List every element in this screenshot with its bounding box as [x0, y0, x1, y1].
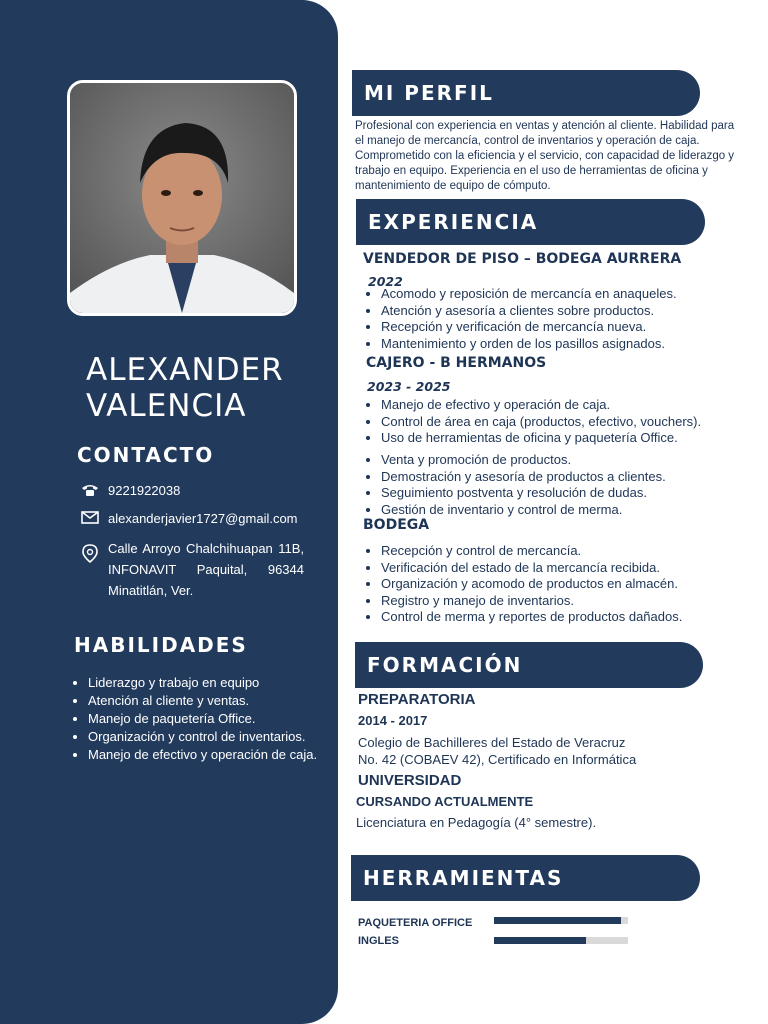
job-duty: • Gestión de inventario y control de merma. [381, 502, 666, 519]
job-duty: • Control de área en caja (productos, efectivo, vouchers). [381, 414, 701, 431]
profile-heading-bar [352, 70, 700, 116]
last-name: VALENCIA [86, 388, 247, 424]
skill-item: • Organización y control de inventarios. [88, 728, 318, 746]
tool-label: INGLES [358, 935, 399, 947]
job-duty: • Acomodo y reposición de mercancía en anaqueles. [381, 286, 677, 303]
job-duty: • Demostración y asesoría de productos a clientes. [381, 469, 666, 486]
job-duty: • Recepción y verificación de mercancía nueva. [381, 319, 677, 336]
contact-address [80, 538, 304, 601]
job-title: CAJERO - B HERMANOS [366, 355, 547, 371]
job-years: 2023 - 2025 [367, 379, 451, 394]
address-text: Calle Arroyo Chalchihuapan 11B, INFONAVIT Paquital, 96344 Minatitlán, Ver. [108, 541, 304, 598]
tools-heading-bar [351, 855, 700, 901]
contact-email [80, 511, 298, 526]
education-uni-title: UNIVERSIDAD [358, 772, 462, 789]
education-prep-line1: Colegio de Bachilleres del Estado de Veracruz [358, 735, 626, 750]
first-name: ALEXANDER [86, 352, 284, 388]
tool-level-fill [494, 917, 621, 924]
location-pin-icon [80, 544, 100, 564]
full-name [86, 352, 284, 424]
job-duty: • Manejo de efectivo y operación de caja. [381, 397, 701, 414]
job-duty: • Registro y manejo de inventarios. [381, 593, 682, 610]
tool-level-bar [494, 917, 628, 924]
education-prep-years: 2014 - 2017 [358, 713, 428, 728]
tools-heading: HERRAMIENTAS [363, 866, 564, 890]
education-heading: FORMACIÓN [367, 653, 523, 677]
job-duty: • Control de merma y reportes de productos dañados. [381, 609, 682, 626]
experience-heading-bar [356, 199, 705, 245]
job-duty: • Organización y acomodo de productos en almacén. [381, 576, 682, 593]
skill-item: • Atención al cliente y ventas. [88, 692, 318, 710]
education-uni-status: CURSANDO ACTUALMENTE [356, 794, 534, 809]
phone-number[interactable]: 9221922038 [108, 483, 181, 498]
profile-photo [67, 80, 297, 316]
job-duty: • Seguimiento postventa y resolución de dudas. [381, 485, 666, 502]
experience-heading: EXPERIENCIA [368, 210, 539, 234]
job-duty: • Uso de herramientas de oficina y paquetería Office. [381, 430, 701, 447]
job-duty: • Recepción y control de mercancía. [381, 543, 682, 560]
skills-heading: HABILIDADES [74, 633, 248, 657]
contact-heading: CONTACTO [77, 443, 215, 467]
job-duties-list [363, 397, 701, 447]
job-years: 2022 [368, 274, 403, 289]
tool-label: PAQUETERIA OFFICE [358, 917, 473, 929]
education-prep-school [358, 734, 636, 768]
phone-icon [80, 483, 100, 497]
email-address[interactable]: alexanderjavier1727@gmail.com [108, 511, 298, 526]
job-title: BODEGA [363, 517, 430, 533]
tool-level-fill [494, 937, 586, 944]
skill-item: • Liderazgo y trabajo en equipo [88, 674, 318, 692]
profile-heading: MI PERFIL [364, 81, 494, 105]
job-title: VENDEDOR DE PISO – BODEGA AURRERA [363, 251, 682, 267]
education-heading-bar [355, 642, 703, 688]
skills-list [74, 674, 318, 764]
job-duty: • Atención y asesoría a clientes sobre productos. [381, 303, 677, 320]
job-duties-list [363, 543, 682, 626]
profile-text: Profesional con experiencia en ventas y atención al cliente. Habilidad para el manejo de mercancía, control de inventarios y operación de caja. Comprometido con la eficiencia y el servicio, con capacidad de liderazgo y trabajo en equipo. Experiencia en el uso de herramientas de oficina y mantenimiento de equipo de cómputo. [355, 120, 735, 192]
job-duties-list [363, 452, 666, 518]
job-duty: • Venta y promoción de productos. [381, 452, 666, 469]
education-uni-degree: Licenciatura en Pedagogía (4° semestre). [356, 815, 597, 830]
job-duty: • Mantenimiento y orden de los pasillos asignados. [381, 336, 677, 353]
education-prep-line2: No. 42 (COBAEV 42), Certificado en Informática [358, 752, 637, 767]
tool-level-bar [494, 937, 628, 944]
envelope-icon [80, 511, 100, 524]
skill-item: • Manejo de efectivo y operación de caja. [88, 746, 318, 764]
job-duty: • Verificación del estado de la mercancía recibida. [381, 560, 682, 577]
job-duties-list [363, 286, 677, 352]
education-prep-title: PREPARATORIA [358, 691, 476, 708]
contact-phone [80, 483, 180, 498]
skill-item: • Manejo de paquetería Office. [88, 710, 318, 728]
